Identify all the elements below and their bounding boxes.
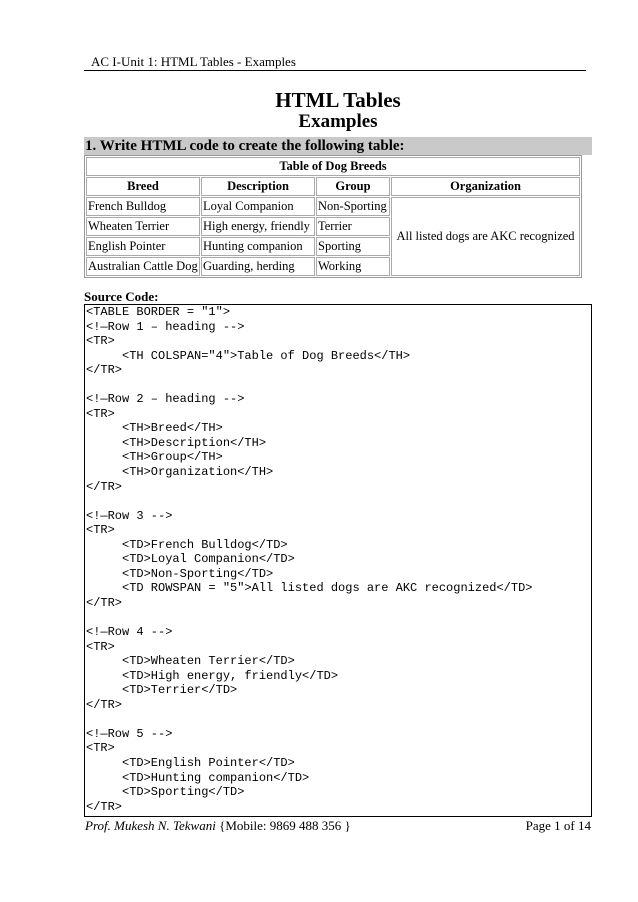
code-line <box>85 494 591 509</box>
code-line: <TD>High energy, friendly</TD> <box>86 668 339 683</box>
code-line: <!—Row 5 --> <box>86 726 173 741</box>
code-line: <TABLE BORDER = "1"> <box>86 305 231 319</box>
code-line: <!—Row 3 --> <box>86 508 173 523</box>
code-line: <TH COLSPAN="4">Table of Dog Breeds</TH> <box>86 348 411 363</box>
code-line: <TD>Non-Sporting</TD> <box>86 566 274 581</box>
page-footer-left <box>85 818 351 834</box>
source-code-box <box>84 304 592 817</box>
cell-group: Working <box>316 257 390 276</box>
code-line <box>85 712 591 727</box>
document-subtitle: Examples <box>298 111 378 132</box>
code-line: </TR> <box>86 697 123 712</box>
cell-breed: Wheaten Terrier <box>86 217 200 236</box>
code-line: <TD>Hunting companion</TD> <box>86 770 310 785</box>
code-line: <TH>Organization</TH> <box>86 465 274 480</box>
code-line: <TR> <box>86 406 115 421</box>
code-line: <TD>Wheaten Terrier</TD> <box>86 654 295 669</box>
header-breed: Breed <box>86 177 200 196</box>
code-line: <TD>Terrier</TD> <box>86 683 238 698</box>
code-line: </TR> <box>86 479 123 494</box>
source-code-label: Source Code: <box>84 289 159 304</box>
cell-breed: English Pointer <box>86 237 200 256</box>
code-line: <TD>English Pointer</TD> <box>86 755 295 770</box>
code-line: </TR> <box>86 363 123 378</box>
cell-breed: French Bulldog <box>86 197 200 216</box>
footer-author: Prof. Mukesh N. Tekwani <box>85 818 216 833</box>
cell-group: Non-Sporting <box>316 197 390 216</box>
code-line: <TR> <box>86 639 115 654</box>
code-line: <!—Row 4 --> <box>86 625 173 640</box>
code-line <box>85 378 591 393</box>
code-line: <TD>Sporting</TD> <box>86 785 245 800</box>
header-description: Description <box>201 177 315 196</box>
code-line: <TD ROWSPAN = "5">All listed dogs are AKC recognized</TD> <box>86 581 533 596</box>
code-line: <TH>Breed</TH> <box>86 421 223 436</box>
question-heading: 1. Write HTML code to create the following table: <box>84 137 592 155</box>
header-organization: Organization <box>391 177 580 196</box>
cell-group: Sporting <box>316 237 390 256</box>
code-line: <!—Row 2 – heading --> <box>86 392 245 407</box>
code-line: </TR> <box>86 595 123 610</box>
cell-description: High energy, friendly <box>201 217 315 236</box>
cell-description: Guarding, herding <box>201 257 315 276</box>
cell-organization: All listed dogs are AKC recognized <box>391 197 580 276</box>
code-line: <TD>Loyal Companion</TD> <box>86 552 295 567</box>
code-line: <TR> <box>86 523 115 538</box>
code-line: <TR> <box>86 334 115 349</box>
cell-description: Loyal Companion <box>201 197 315 216</box>
code-line: <TH>Description</TH> <box>86 435 267 450</box>
dog-breeds-table <box>84 155 582 278</box>
code-line: <TR> <box>86 741 115 756</box>
header-group: Group <box>316 177 390 196</box>
cell-description: Hunting companion <box>201 237 315 256</box>
cell-group: Terrier <box>316 217 390 236</box>
cell-breed: Australian Cattle Dog <box>86 257 200 276</box>
table-caption: Table of Dog Breeds <box>86 157 580 176</box>
header-divider <box>84 70 586 71</box>
code-line <box>85 610 591 625</box>
page-header: AC I-Unit 1: HTML Tables - Examples <box>91 54 296 69</box>
page-number: Page 1 of 14 <box>525 818 591 833</box>
document-title: HTML Tables <box>275 88 401 112</box>
table-row <box>86 197 580 216</box>
code-line: </TR> <box>86 799 123 814</box>
code-line: <!—Row 1 – heading --> <box>86 319 245 334</box>
code-line: <TH>Group</TH> <box>86 450 223 465</box>
footer-mobile: {Mobile: 9869 488 356 } <box>215 818 351 833</box>
code-line: <TD>French Bulldog</TD> <box>86 537 288 552</box>
